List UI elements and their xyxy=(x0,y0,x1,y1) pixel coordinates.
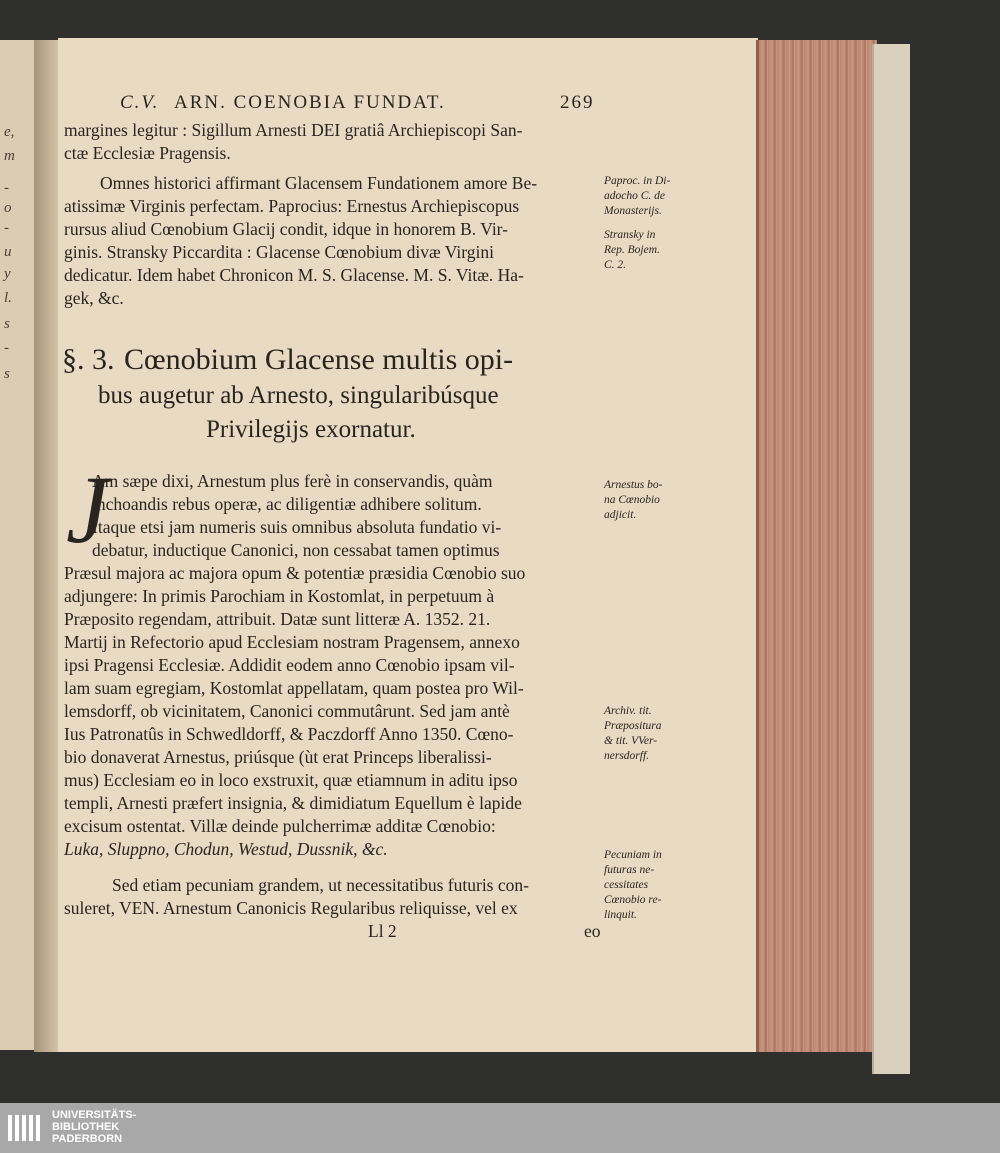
left-fragment: - xyxy=(4,220,9,236)
section-number: §. 3. xyxy=(62,343,115,376)
text-line: margines legitur : Sigillum Arnesti DEI gratiâ Archiepiscopi San- xyxy=(64,120,523,140)
left-fragment: o xyxy=(4,200,12,216)
running-title: ARN. COENOBIA FUNDAT. xyxy=(174,92,446,113)
text-line: suleret, VEN. Arnestum Canonicis Regularibus reliquisse, vel ex xyxy=(64,898,518,918)
text-line: ipsi Pragensi Ecclesiæ. Addidit eodem anno Cœnobio ipsam vil- xyxy=(64,655,515,675)
text-line: lemsdorff, ob vicinitatem, Canonici commutârunt. Sed jam antè xyxy=(64,701,510,721)
text-line: debatur, inductique Canonici, non cessabat tamen optimus xyxy=(92,540,500,560)
book-page xyxy=(58,38,758,1052)
page-number: 269 xyxy=(560,92,595,113)
left-fragment: m xyxy=(4,148,15,164)
margin-note: Stransky in Rep. Bojem. C. 2. xyxy=(604,229,660,271)
text-line: ginis. Stransky Piccardita : Glacense Cœnobium divæ Virgini xyxy=(64,242,494,262)
section-title-line: Privilegijs exornatur. xyxy=(206,416,416,443)
text-line: Martij in Refectorio apud Ecclesiam nostram Pragensem, annexo xyxy=(64,632,520,652)
text-line: atissimæ Virginis perfectam. Paprocius: Ernestus Archiepiscopus xyxy=(64,196,520,216)
text-line: excisum ostentat. Villæ deinde pulcherrimæ additæ Cœnobio: xyxy=(64,816,496,836)
text-line: adjungere: In primis Parochiam in Kostomlat, in perpetuum à xyxy=(64,586,495,606)
catchword: eo xyxy=(584,921,601,941)
logo-line: UNIVERSITÄTS- xyxy=(52,1109,137,1121)
logo-line: BIBLIOTHEK xyxy=(52,1121,120,1133)
text-line: inchoandis rebus operæ, ac diligentiæ adhibere solitum. xyxy=(92,494,482,514)
text-line: gek, &c. xyxy=(64,288,124,308)
margin-note: Pecuniam in futuras ne- cessitates Cœnobio re- linquit. xyxy=(604,849,662,921)
page-edges xyxy=(756,40,877,1052)
text-line: Am sæpe dixi, Arnestum plus ferè in conservandis, quàm xyxy=(92,471,493,491)
margin-note: Archiv. tit. Præpositura & tit. VVer- nersdorff. xyxy=(604,705,662,762)
logo-line: PADERBORN xyxy=(52,1133,123,1145)
left-fragment: l. xyxy=(4,290,12,306)
text-line: mus) Ecclesiam eo in loco exstruxit, quæ etiamnum in aditu ipso xyxy=(64,770,518,790)
chapter-number: C.V. xyxy=(120,92,160,113)
library-logo-text xyxy=(52,1109,136,1145)
text-line: Præposito regendam, attribuit. Datæ sunt litteræ A. 1352. 21. xyxy=(64,609,491,629)
signature-mark: Ll 2 xyxy=(368,921,397,941)
book-gutter xyxy=(34,40,60,1052)
left-page-edge xyxy=(0,40,38,1050)
text-line: Præsul majora ac majora opum & potentiæ præsidia Cœnobio suo xyxy=(64,563,526,583)
section-title-line: bus augetur ab Arnesto, singularibúsque xyxy=(98,382,499,409)
left-fragment: - xyxy=(4,340,9,356)
left-fragment: u xyxy=(4,244,12,260)
text-line: ctæ Ecclesiæ Pragensis. xyxy=(64,143,231,163)
library-footer-bar xyxy=(0,1103,1000,1153)
left-fragment: s xyxy=(4,366,10,382)
text-line: bio donaverat Arnestus, priúsque (ùt erat Princeps liberalissi- xyxy=(64,747,492,767)
left-fragment: s xyxy=(4,316,10,332)
text-line: Omnes historici affirmant Glacensem Fundationem amore Be- xyxy=(100,173,538,193)
margin-note: Paproc. in Di- adocho C. de Monasterijs. xyxy=(604,175,671,217)
margin-note: Arnestus bo- na Cœnobio adjicit. xyxy=(604,479,663,521)
library-logo-icon xyxy=(8,1115,44,1141)
text-line: lam suam egregiam, Kostomlat appellatam, quam postea pro Wil- xyxy=(64,678,524,698)
text-line: Sed etiam pecuniam grandem, ut necessitatibus futuris con- xyxy=(112,875,529,895)
text-line: rursus aliud Cœnobium Glacij condit, idque in honorem B. Vir- xyxy=(64,219,508,239)
left-fragment: e, xyxy=(4,124,15,140)
text-line: dedicatur. Idem habet Chronicon M. S. Glacense. M. S. Vitæ. Ha- xyxy=(64,265,524,285)
section-title-line: Cœnobium Glacense multis opi- xyxy=(124,343,514,376)
text-line: Luka, Sluppno, Chodun, Westud, Dussnik, &c. xyxy=(64,839,388,859)
text-line: templi, Arnesti præfert insignia, & dimidiatum Equellum è lapide xyxy=(64,793,522,813)
drop-cap: J xyxy=(66,456,109,563)
left-fragment: y xyxy=(4,266,11,282)
text-line: Ius Patronatûs in Schwedldorff, & Paczdorff Anno 1350. Cœno- xyxy=(64,724,514,744)
left-fragment: - xyxy=(4,180,9,196)
text-line: Itaque etsi jam numeris suis omnibus absoluta fundatio vi- xyxy=(92,517,502,537)
book-cover-edge xyxy=(872,44,910,1074)
